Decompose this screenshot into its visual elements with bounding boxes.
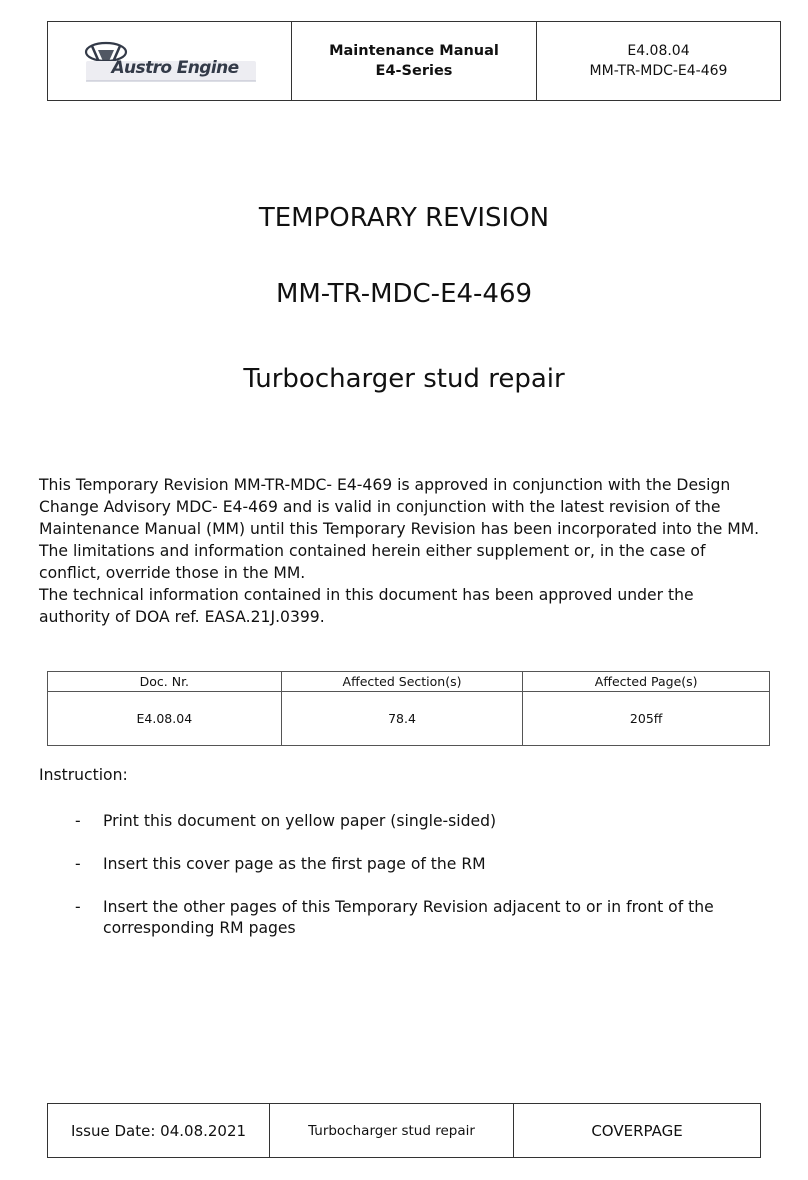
instruction-text: Insert this cover page as the first page of the RM	[103, 855, 486, 873]
page-label: COVERPAGE	[591, 1121, 683, 1140]
reference-cell	[537, 22, 780, 100]
doc-number: E4.08.04	[627, 43, 690, 59]
list-item	[75, 854, 755, 875]
cell-affected-pages: 205ff	[523, 692, 770, 746]
instruction-text: Insert the other pages of this Temporary Revision adjacent to or in front of the corresponding RM pages	[103, 898, 714, 937]
column-header-affected-sections: Affected Section(s)	[281, 672, 523, 692]
column-header-doc-nr: Doc. Nr.	[48, 672, 282, 692]
logo-wordmark: Austro Engine	[111, 58, 239, 78]
list-item	[75, 811, 755, 832]
cell-affected-sections: 78.4	[281, 692, 523, 746]
document-title: TEMPORARY REVISION	[258, 203, 550, 233]
intro-paragraph-authority: The technical information contained in this document has been approved under the authority of DOA ref. EASA.21J.0399.	[39, 586, 694, 626]
manual-series: E4-Series	[375, 63, 453, 79]
bullet-dash: -	[75, 898, 81, 916]
intro-text	[39, 474, 769, 628]
revision-number-title: MM-TR-MDC-E4-469	[275, 279, 533, 309]
footer-subject: Turbocharger stud repair	[270, 1104, 514, 1157]
logo-cell	[48, 22, 292, 100]
manual-title-cell	[292, 22, 537, 100]
cell-doc-nr: E4.08.04	[48, 692, 282, 746]
instruction-label: Instruction:	[39, 766, 128, 784]
issue-date: Issue Date: 04.08.2021	[48, 1104, 270, 1157]
page-header	[47, 21, 781, 101]
list-item	[75, 897, 755, 939]
revision-reference: MM-TR-MDC-E4-469	[589, 63, 728, 79]
table-row	[48, 692, 770, 746]
manual-title: Maintenance Manual	[329, 43, 499, 59]
column-header-affected-pages: Affected Page(s)	[523, 672, 770, 692]
intro-paragraph-limitations: The limitations and information contained herein either supplement or, in the case of conflict, override those in the MM.	[39, 542, 706, 582]
instruction-text: Print this document on yellow paper (single-sided)	[103, 812, 497, 830]
bullet-dash: -	[75, 855, 81, 873]
page-footer	[47, 1103, 761, 1158]
affected-documents-table	[47, 671, 770, 746]
instruction-list	[75, 811, 755, 961]
austro-engine-logo	[82, 38, 258, 84]
intro-paragraph-approval: This Temporary Revision MM-TR-MDC- E4-469 is approved in conjunction with the Design Change Advisory MDC- E4-469 and is valid in conjunction with the latest revision of the Maintenance Manual (MM) until this Temporary Revision has been incorporated into the MM.	[39, 476, 760, 538]
subject-title: Turbocharger stud repair	[243, 364, 565, 394]
bullet-dash: -	[75, 812, 81, 830]
table-header-row	[48, 672, 770, 692]
